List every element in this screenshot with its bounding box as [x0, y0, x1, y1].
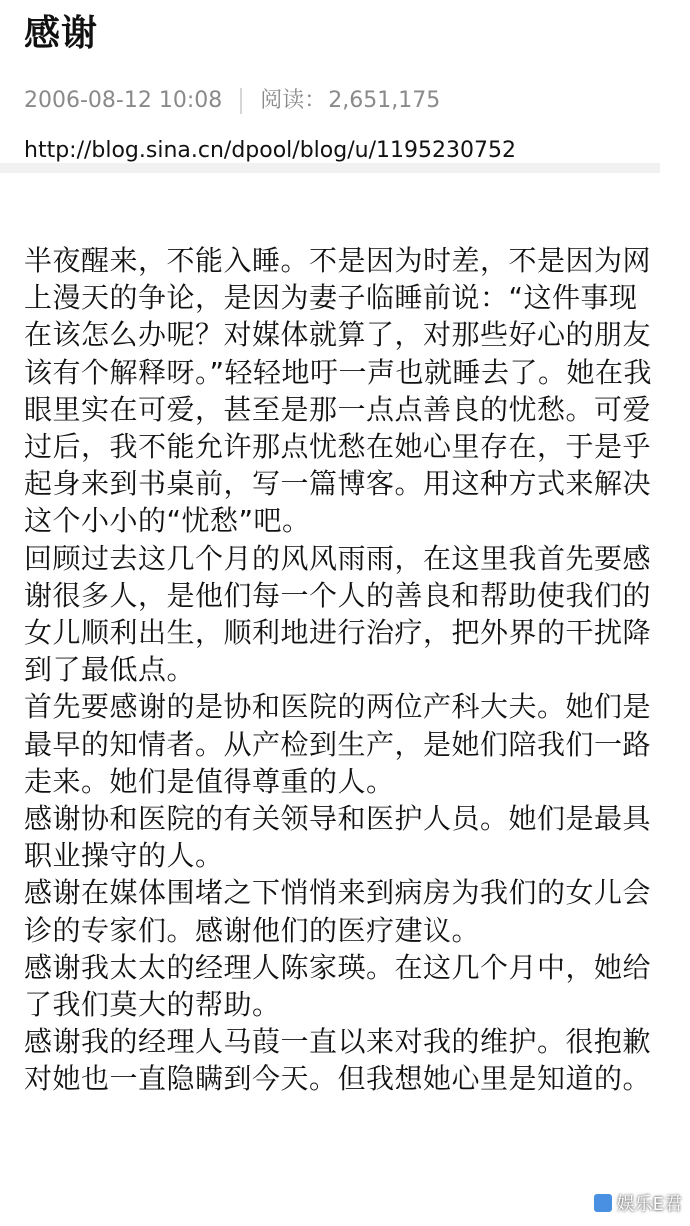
article-url-link[interactable]: http://blog.sina.cn/dpool/blog/u/1195230752: [24, 138, 516, 163]
reads-count: 2,651,175: [328, 88, 441, 113]
meta-divider: [240, 88, 242, 114]
paragraph: 回顾过去这几个月的风风雨雨，在这里我首先要感谢很多人，是他们每一个人的善良和帮助使我们的女儿顺利出生，顺利地进行治疗，把外界的干扰降到了最低点。: [24, 541, 652, 687]
article-title: 感谢: [24, 13, 99, 54]
paragraph: 感谢在媒体围堵之下悄悄来到病房为我们的女儿会诊的专家们。感谢他们的医疗建议。: [24, 876, 652, 947]
reads-label: 阅读：: [260, 88, 327, 113]
watermark-text: 娱乐E君: [616, 1194, 682, 1215]
paragraph: 半夜醒来，不能入睡。不是因为时差，不是因为网上漫天的争论，是因为妻子临睡前说：“这件事现在该怎么办呢？对媒体就算了，对那些好心的朋友该有个解释呀。”轻轻地吁一声也就睡去了。她在我眼里实在可爱，甚至是那一点点善良的忧愁。可爱过后，我不能允许那点忧愁在她心里存在，于是乎起身来到书桌前，写一篇博客。用这种方式来解决这个小小的“忧愁”吧。: [24, 244, 653, 538]
watermark-logo-icon: [593, 1193, 613, 1213]
publish-date: 2006-08-12 10:08: [24, 88, 223, 113]
article-header: [0, 0, 690, 180]
paragraph: 感谢协和医院的有关领导和医护人员。她们是最具职业操守的人。: [24, 802, 652, 873]
watermark: [593, 1190, 682, 1216]
article-body: [24, 242, 664, 1098]
paragraph: 感谢我的经理人马葭一直以来对我的维护。很抱歉对她也一直隐瞒到今天。但我想她心里是知道的。: [24, 1025, 652, 1096]
article-meta: [24, 86, 440, 116]
header-separator: [0, 163, 660, 173]
paragraph: 首先要感谢的是协和医院的两位产科大夫。她们是最早的知情者。从产检到生产，是她们陪我们一路走来。她们是值得尊重的人。: [24, 690, 652, 798]
paragraph: 感谢我太太的经理人陈家瑛。在这几个月中，她给了我们莫大的帮助。: [24, 950, 652, 1022]
